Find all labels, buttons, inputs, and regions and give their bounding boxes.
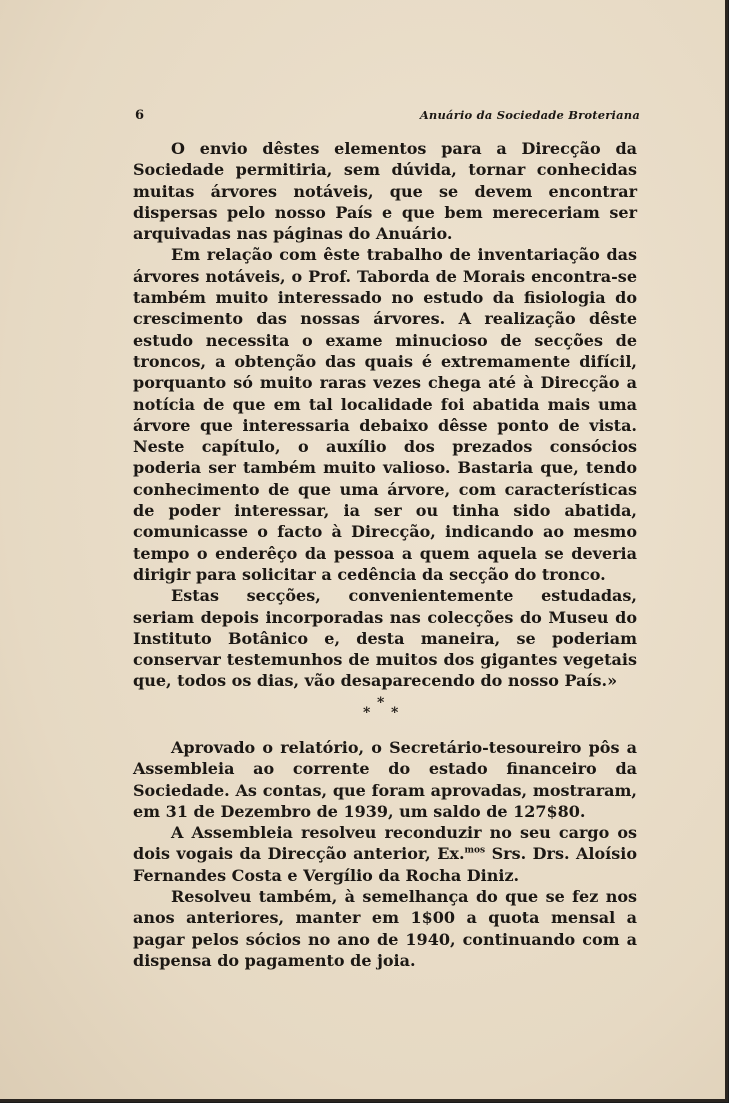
page-header [135,108,640,130]
paragraph: Estas secções, convenientemente estudadas, seriam depois incorporadas nas colecções do Museu do Instituto Botânico e, desta maneira, se poderiam conservar testemunhos de muitos dos gigantes vegetais que, todos os dias, vão desaparecendo do nosso País.» [133,586,637,691]
paragraph: Aprovado o relatório, o Secretário-tesoureiro pôs a Assembleia ao corrente do estado financeiro da Sociedade. As contas, que foram aprovadas, mostraram, em 31 de Dezembro de 1939, um saldo de 127$80. [133,738,637,821]
superscript-abbrev: mos [464,846,486,857]
running-title: Anuário da Sociedade Broteriana [419,108,640,122]
paragraph-text: A Assembleia resolveu reconduzir no seu cargo os dois vogais da Direcção anterior, Ex. [133,823,637,864]
paragraph: Em relação com êste trabalho de inventariação das árvores notáveis, o Prof. Taborda de Morais encontra-se também muito interessado no estudo da fisiologia do crescimento das nossas árvores. A realização dêste estudo necessita o exame minucioso de secções de troncos, a obtenção das quais é extremamente difícil, porquanto só muito raras vezes chega até à Direcção a notícia de que em tal localidade foi abatida mais uma árvore que interessaria debaixo dêsse ponto de vista. Neste capítulo, o auxílio dos prezados consócios poderia ser também muito valioso. Bastaria que, tendo conhecimento de que uma árvore, com características de poder interessar, ia ser ou tinha sido abatida, comunicasse o facto à Direcção, indicando ao mesmo tempo o enderêço da pessoa a quem aquela se deveria dirigir para solicitar a cedência da secção do tronco. [133,245,637,584]
asterisk: * [391,705,399,721]
body-text-section-1 [133,138,637,692]
paragraph: O envio dêstes elementos para a Direcção da Sociedade permitiria, sem dúvida, tornar conhecidas muitas árvores notáveis, que se devem encontrar dispersas pelo nosso País e que bem mereceriam ser arquivadas nas páginas do Anuário. [133,139,637,244]
paragraph [133,822,637,886]
asterisk: * [377,695,385,711]
paragraph: Resolveu também, à semelhança do que se fez nos anos anteriores, manter em 1$00 a quota mensal a pagar pelos sócios no ano de 1940, continuando com a dispensa do pagamento de joia. [133,887,637,970]
paragraph-text: Srs. Drs. Aloísio Fernandes Costa e Vergílio da Rocha Diniz. [133,844,638,885]
asterisk: * [363,705,371,721]
page-number: 6 [135,108,145,123]
asterism-divider [360,695,406,719]
body-text-section-2 [133,737,637,971]
